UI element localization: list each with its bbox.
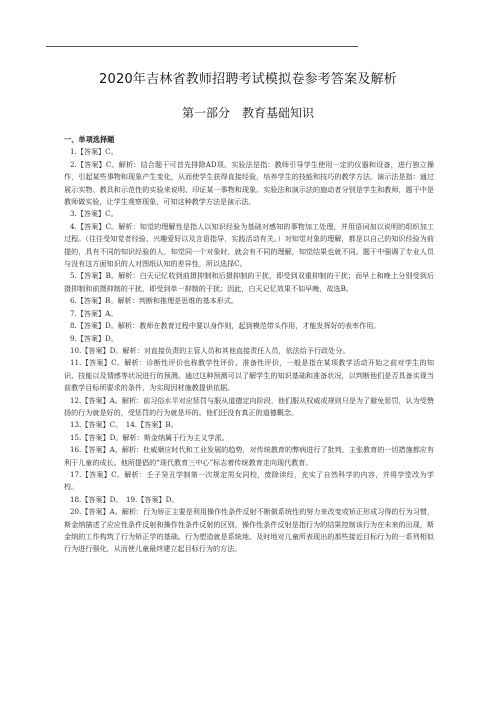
- answer-item-5: 5.【答案】B。解析：白天记忆收到前摄抑制和后摄抑制的干扰，即受到双重抑制的干扰；而早上和晚上分别受到后摄抑制和前摄抑制的干扰，即受到单一抑制的干扰；因此，白天记忆效果不如早晚，故选B。: [64, 271, 434, 293]
- part-name: 教育基础知识: [242, 106, 315, 120]
- answer-item-7: 7.【答案】A。: [70, 308, 118, 318]
- answer-item-11: 11.【答案】C。解析：诊断性评价也称教学性评价、准备性评价，一般是指在某项教学活动开始之前对学生的知识、技能以及情感等状况进行的预测。通过这种预测可以了解学生的知识基础和准备状况，以判断他们是否具备实现当前教学目标所要求的条件，为实现因材施教提供依据。: [64, 358, 434, 393]
- part-label: 第一部分: [181, 106, 230, 120]
- answer-item-6: 6.【答案】B。解析：判断和推理是思维的基本形式。: [70, 296, 239, 306]
- answer-item-1: 1.【答案】C。: [70, 147, 118, 157]
- answer-item-12: 12.【答案】A。解析：前习俗水平对应惩罚与服从道德定向阶段，他们服从权威或规则只是为了避免惩罚，认为受赞扬的行为就是好的，受惩罚的行为就是坏的。他们还没有真正的道德概念。: [64, 395, 434, 417]
- answer-item-3: 3.【答案】C。: [70, 209, 118, 219]
- answer-item-4: 4.【答案】C。解析：知觉的理解性是指人以知识经验为基础对感知的事物加工处理，并用语词加以说明的组织加工过程。（往往受知觉者经验、兴趣爱好以及言语指导，实践活动有关。）对知觉对象的理解，都是以自己的知识经验为前提的，具有不同的知识经验的人，知觉同一个对象时，就会有不同的理解，知觉结果也就不同。题干中强调了专业人员与没有这方面知识的人对图纸认知的差异性，所以选择C。: [64, 221, 434, 269]
- answer-item-18-19: 18.【答案】D。 19.【答案】D。: [70, 494, 179, 504]
- answer-item-9: 9.【答案】D。: [70, 333, 118, 343]
- part-title: [0, 104, 496, 121]
- answer-item-2: 2.【答案】C。解析：结合题干可首先排除AD项。实验法是指：教师引导学生使用一定的仪器和设备，进行独立操作，引起某些事物和现象产生变化，从而使学生获得直接经验，培养学生的技能和技巧的教学方法。演示法是指：通过展示实物、教具和示范性的实验来说明、印证某一事物和现象。实验法和演示法的施动者分别是学生和教师，题干中是教师做实验，让学生观察现象，可知这种教学方法是演示法。: [64, 159, 434, 207]
- answer-item-10: 10.【答案】D。解析：对直接负责的主管人员和其他直接责任人员，依法给予行政处分。: [70, 345, 350, 355]
- answer-item-15: 15.【答案】D。解析：斯金纳属于行为主义学派。: [70, 432, 229, 442]
- answer-item-8: 8.【答案】D。解析：教师在教育过程中要以身作则，起到模范带头作用，才能发挥好的表率作用。: [70, 321, 381, 331]
- section-heading: 一、单项选择题: [64, 135, 115, 144]
- answer-body: [64, 134, 434, 556]
- answer-item-13-14: 13.【答案】C。 14.【答案】B。: [70, 420, 178, 430]
- header-rule: [46, 46, 358, 47]
- document-title: 2020年吉林省教师招聘考试模拟卷参考答案及解析: [99, 72, 397, 87]
- answer-item-17: 17.【答案】C。解析：壬子癸丑学制第一次规定男女同校，废除读经，充实了自然科学的内容，并将学堂改为学校。: [64, 469, 434, 492]
- answer-item-16: 16.【答案】A。解析：杜威顺应时代和工业发展的趋势，对传统教育的弊病进行了批判，主张教育的一切措施都应有利于儿童的成长。他所提倡的“现代教育三中心”标志着传统教育走向现代教育。: [64, 445, 434, 467]
- answer-item-20: 20.【答案】A。解析：行为矫正主要是利用操作性条件反射不断做系统性的努力来改变或矫正形成习得的行为习惯，斯金纳描述了应应性条件反射和操作性条件反射的区别，操作性条件反射是指行为的结果控制该行为在未来的出现，斯金纳的工作构筑了行为矫正学的基础。行为塑造就是系统地、及时地对儿童所表现出的那些接近目标行为的一系列相似行为进行强化，从而使儿童最终建立起目标行为的方法。: [64, 507, 434, 554]
